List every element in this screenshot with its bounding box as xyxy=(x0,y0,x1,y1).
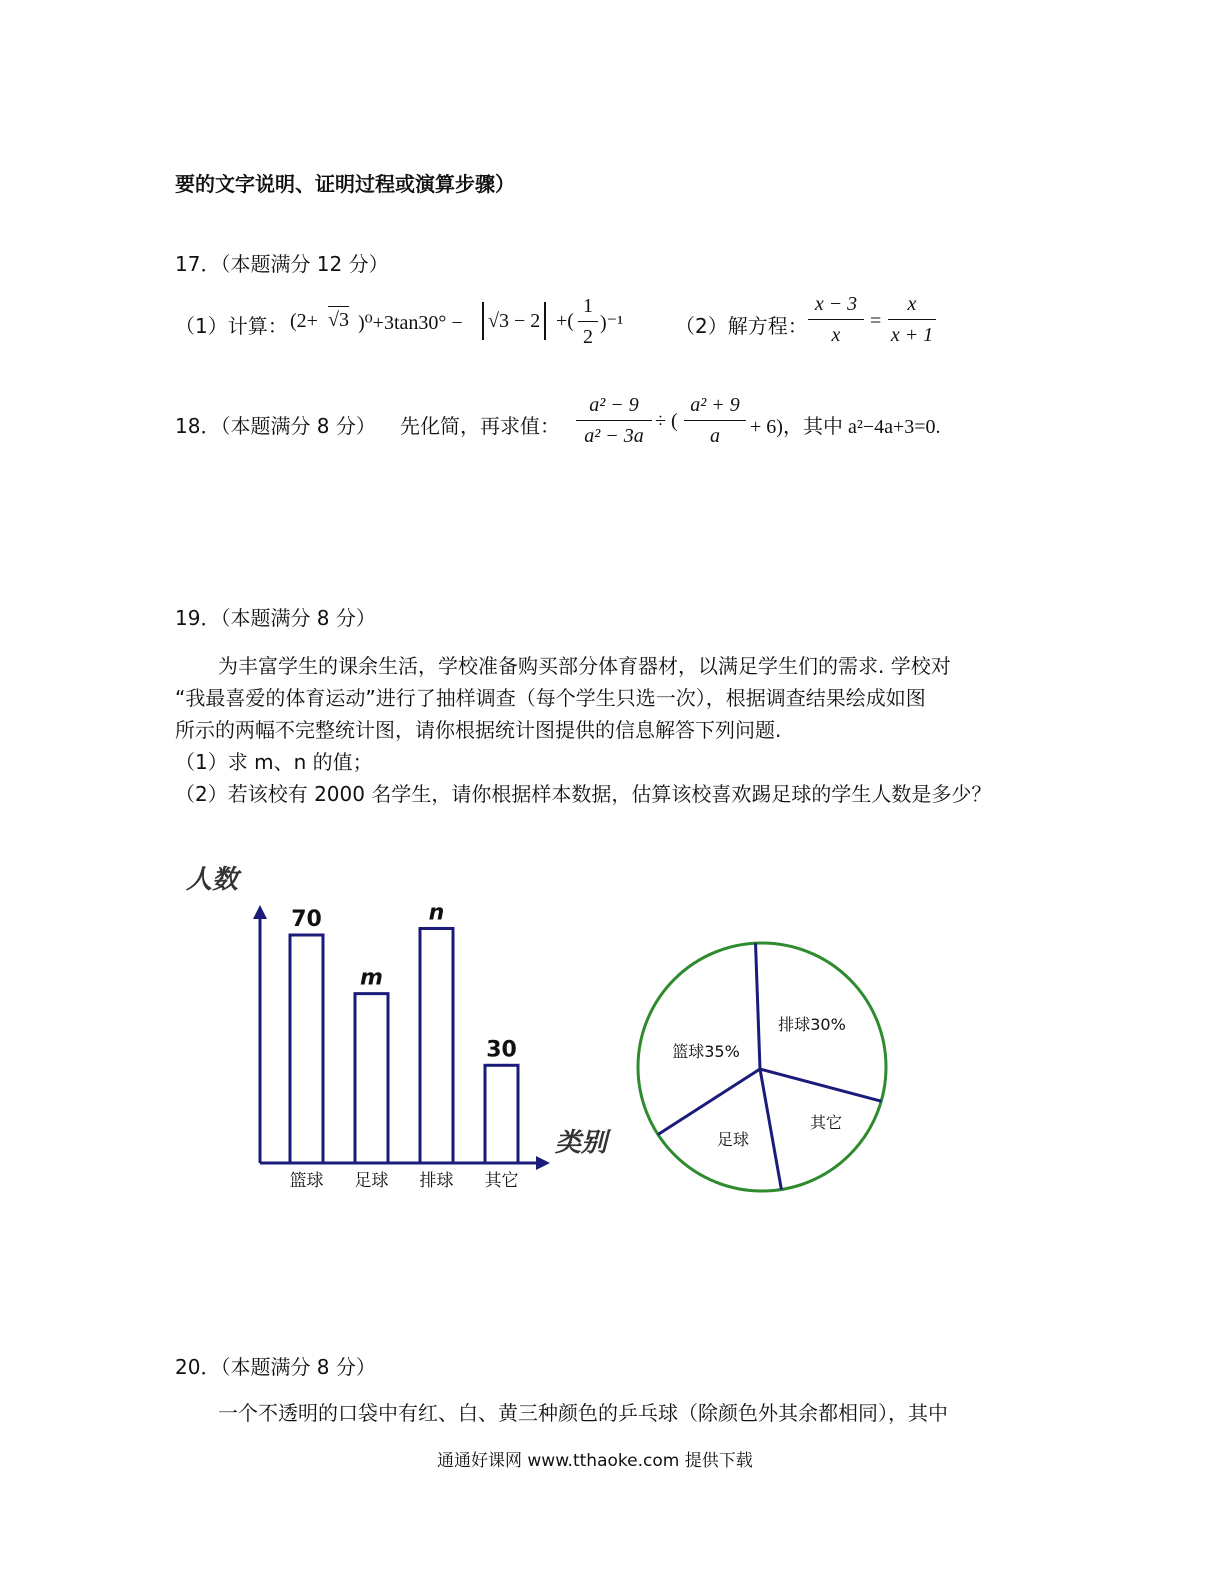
x-tick-label: 排球 xyxy=(419,1171,454,1191)
bar-足球 xyxy=(355,994,388,1163)
bar-chart xyxy=(170,855,630,1200)
bar-篮球 xyxy=(290,935,323,1163)
q19-para1: 为丰富学生的课余生活，学校准备购买部分体育器材，以满足学生们的需求. 学校对 xyxy=(218,654,951,678)
pie-chart xyxy=(630,935,895,1200)
bar-chart-xlabel: 类别 xyxy=(555,1128,608,1158)
y-axis-arrow xyxy=(253,905,267,919)
bar-value-label: 30 xyxy=(486,1037,517,1063)
bar-value-label: 70 xyxy=(291,907,322,932)
q17-part1-fraction xyxy=(578,291,598,352)
q18-frac2-num: a² + 9 xyxy=(690,394,740,416)
q18-frac1-num: a² − 9 xyxy=(589,394,639,416)
q17-part2-lhs-den: x xyxy=(831,324,841,346)
pie-divider xyxy=(760,1069,881,1101)
q20-para1: 一个不透明的口袋中有红、白、黄三种颜色的乒乓球（除颜色外其余都相同），其中 xyxy=(218,1401,948,1425)
pie-chart-slices xyxy=(658,943,881,1189)
q18-instruction: 先化简，再求值： xyxy=(400,414,560,438)
x-tick-label: 其它 xyxy=(484,1171,519,1191)
pie-slice-label: 其它 xyxy=(809,1113,843,1132)
pie-divider xyxy=(658,1069,760,1135)
q20-header: 20．（本题满分 8 分） xyxy=(175,1355,376,1379)
pie-divider xyxy=(760,1069,781,1189)
q19-item1: （1）求 m、n 的值； xyxy=(175,750,373,774)
q19-item2: （2）若该校有 2000 名学生，请你根据样本数据，估算该校喜欢踢足球的学生人数是多少？ xyxy=(175,782,992,806)
q17-part2-rhs xyxy=(888,289,936,350)
q19-para3: 所示的两幅不完整统计图，请你根据统计图提供的信息解答下列问题. xyxy=(175,718,782,742)
q17-part1-expr-c: +( xyxy=(556,310,574,332)
q18-fraction-1 xyxy=(576,390,652,451)
pie-slice-label: 足球 xyxy=(716,1130,750,1149)
q17-part2-eq: = xyxy=(870,310,882,332)
q17-part1-sqrt3: √3 xyxy=(328,306,349,332)
q17-part1-frac-den: 2 xyxy=(583,326,593,348)
q17-part2-lhs-num: x − 3 xyxy=(814,293,858,315)
bar-value-label: m xyxy=(360,965,383,991)
bar-chart-bars xyxy=(290,900,519,1191)
q17-part2-rhs-num: x xyxy=(907,293,917,315)
bar-value-label: n xyxy=(428,900,445,926)
q17-part2-rhs-den: x + 1 xyxy=(890,324,934,346)
q17-part1-expr-d: )⁻¹ xyxy=(600,312,624,334)
q19-header: 19．（本题满分 8 分） xyxy=(175,606,376,630)
q18-header: 18．（本题满分 8 分） xyxy=(175,414,376,438)
q17-header: 17．（本题满分 12 分） xyxy=(175,252,389,276)
q17-part2-label: （2）解方程： xyxy=(675,314,808,338)
q18-fraction-2 xyxy=(684,390,746,451)
x-tick-label: 篮球 xyxy=(289,1171,324,1191)
pie-slice-label: 排球30% xyxy=(778,1015,846,1034)
bar-chart-ylabel: 人数 xyxy=(186,865,239,895)
q17-part1-expr-a: (2+ xyxy=(290,310,318,332)
q19-para2: “我最喜爱的体育运动”进行了抽样调查（每个学生只选一次），根据调查结果绘成如图 xyxy=(175,686,926,710)
page-footer: 通通好课网 www.tthaoke.com 提供下载 xyxy=(437,1451,753,1471)
q18-frac1-den: a² − 3a xyxy=(584,425,644,447)
bar-其它 xyxy=(485,1065,518,1163)
x-tick-label: 足球 xyxy=(354,1171,389,1191)
q18-frac2-den: a xyxy=(710,425,720,447)
pie-slice-label: 篮球35% xyxy=(672,1042,740,1061)
pie-divider xyxy=(756,943,760,1069)
q18-tail: + 6)，其中 a²−4a+3=0. xyxy=(750,416,941,438)
intro-line: 要的文字说明、证明过程或演算步骤） xyxy=(175,172,515,196)
q17-part1-frac-num: 1 xyxy=(583,295,593,317)
q17-part1-expr-b: )⁰+3tan30° − xyxy=(358,312,463,334)
pie-chart-outline xyxy=(638,943,886,1191)
q17-part2-lhs xyxy=(808,289,864,350)
q17-part1-label: （1）计算： xyxy=(175,314,288,338)
x-axis-arrow xyxy=(536,1156,550,1170)
bar-排球 xyxy=(420,928,453,1163)
q17-part1-abs: √3 − 2 xyxy=(482,302,546,340)
q18-div: ÷ ( xyxy=(655,410,678,432)
